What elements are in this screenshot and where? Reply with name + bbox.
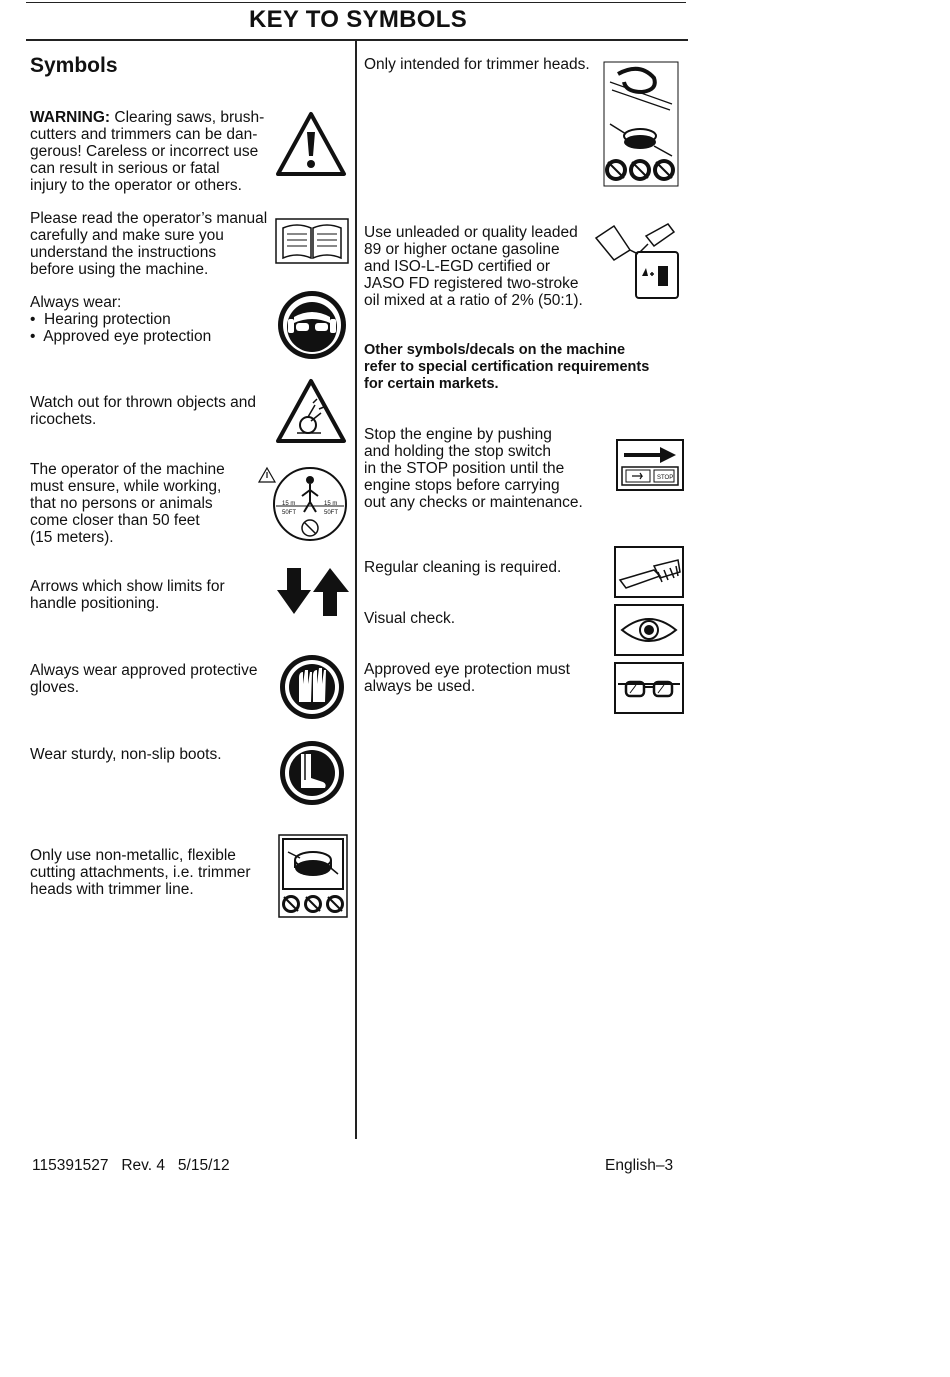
distance-label-ft-left: 50FT bbox=[282, 510, 297, 516]
stop-switch-icon bbox=[616, 439, 684, 491]
section-heading: Symbols bbox=[30, 54, 118, 77]
wear-item-eye: Approved eye protection bbox=[43, 328, 212, 345]
stop-label: STOP bbox=[657, 475, 674, 481]
eye-protection-text: Approved eye protection must always be used. bbox=[364, 661, 570, 695]
handle-limit-arrows-icon bbox=[277, 568, 349, 616]
top-rule bbox=[26, 2, 686, 3]
page-title: KEY TO SYMBOLS bbox=[248, 6, 468, 33]
open-book-icon bbox=[275, 218, 349, 264]
warning-triangle-icon bbox=[275, 110, 347, 178]
safety-distance-text: The operator of the machine must ensure, while working, that no persons or animals come closer than 50 feet (15 meters). bbox=[30, 461, 225, 546]
cleaning-brush-icon bbox=[614, 546, 684, 598]
column-divider bbox=[355, 41, 357, 1139]
visual-check-text: Visual check. bbox=[364, 610, 456, 627]
eye-icon bbox=[614, 604, 684, 656]
distance-label-ft-right: 50FT bbox=[324, 510, 339, 516]
warning-text bbox=[30, 109, 264, 194]
wear-list-item: • Hearing protection bbox=[30, 311, 171, 328]
always-wear-label: Always wear: bbox=[30, 294, 122, 311]
wear-list-item: • Approved eye protection bbox=[30, 328, 212, 345]
fuel-mix-icon bbox=[592, 220, 682, 302]
boots-icon bbox=[279, 740, 345, 806]
warning-body: Clearing saws, brush- cutters and trimmers can be dan- gerous! Careless or incorrect use can result in serious or fatal injury to the operator or others. bbox=[30, 109, 265, 194]
handle-arrows-text: Arrows which show limits for handle positioning. bbox=[30, 578, 225, 612]
head-protection-icon bbox=[276, 289, 348, 361]
fuel-text: Use unleaded or quality leaded 89 or higher octane gasoline and ISO-L-EGD certified or JASO FD registered two-stroke oil mixed at a ratio of 2% (50:1). bbox=[364, 224, 583, 309]
warning-label: WARNING: bbox=[30, 109, 111, 126]
non-metallic-text: Only use non-metallic, flexible cutting attachments, i.e. trimmer heads with trimmer line. bbox=[30, 847, 251, 898]
stop-engine-text: Stop the engine by pushing and holding the stop switch in the STOP position until the engine stops before carrying out any checks or maintenance. bbox=[364, 426, 583, 511]
distance-label-m-left: 15 m bbox=[282, 501, 296, 507]
title-rule bbox=[26, 39, 688, 41]
distance-label-m-right: 15 m bbox=[324, 501, 338, 507]
trimmer-head-only-icon bbox=[278, 834, 348, 918]
trimmer-heads-icon bbox=[602, 60, 680, 188]
cleaning-text: Regular cleaning is required. bbox=[364, 559, 562, 576]
document-number: 115391527 Rev. 4 5/15/12 bbox=[32, 1157, 230, 1174]
gloves-text: Always wear approved protective gloves. bbox=[30, 662, 258, 696]
page-number: English–3 bbox=[605, 1157, 674, 1174]
other-symbols-note: Other symbols/decals on the machine refer to special certification requirements for certain markets. bbox=[364, 342, 650, 392]
trimmer-heads-text: Only intended for trimmer heads. bbox=[364, 56, 590, 73]
thrown-objects-icon bbox=[275, 377, 347, 445]
safety-glasses-icon bbox=[614, 662, 684, 714]
boots-text: Wear sturdy, non-slip boots. bbox=[30, 746, 222, 763]
safety-distance-icon bbox=[258, 466, 350, 542]
gloves-icon bbox=[279, 654, 345, 720]
manual-text: Please read the operator’s manual carefully and make sure you understand the instructions before using the machine. bbox=[30, 210, 268, 278]
wear-item-hearing: Hearing protection bbox=[44, 311, 171, 328]
thrown-objects-text: Watch out for thrown objects and ricochets. bbox=[30, 394, 257, 428]
